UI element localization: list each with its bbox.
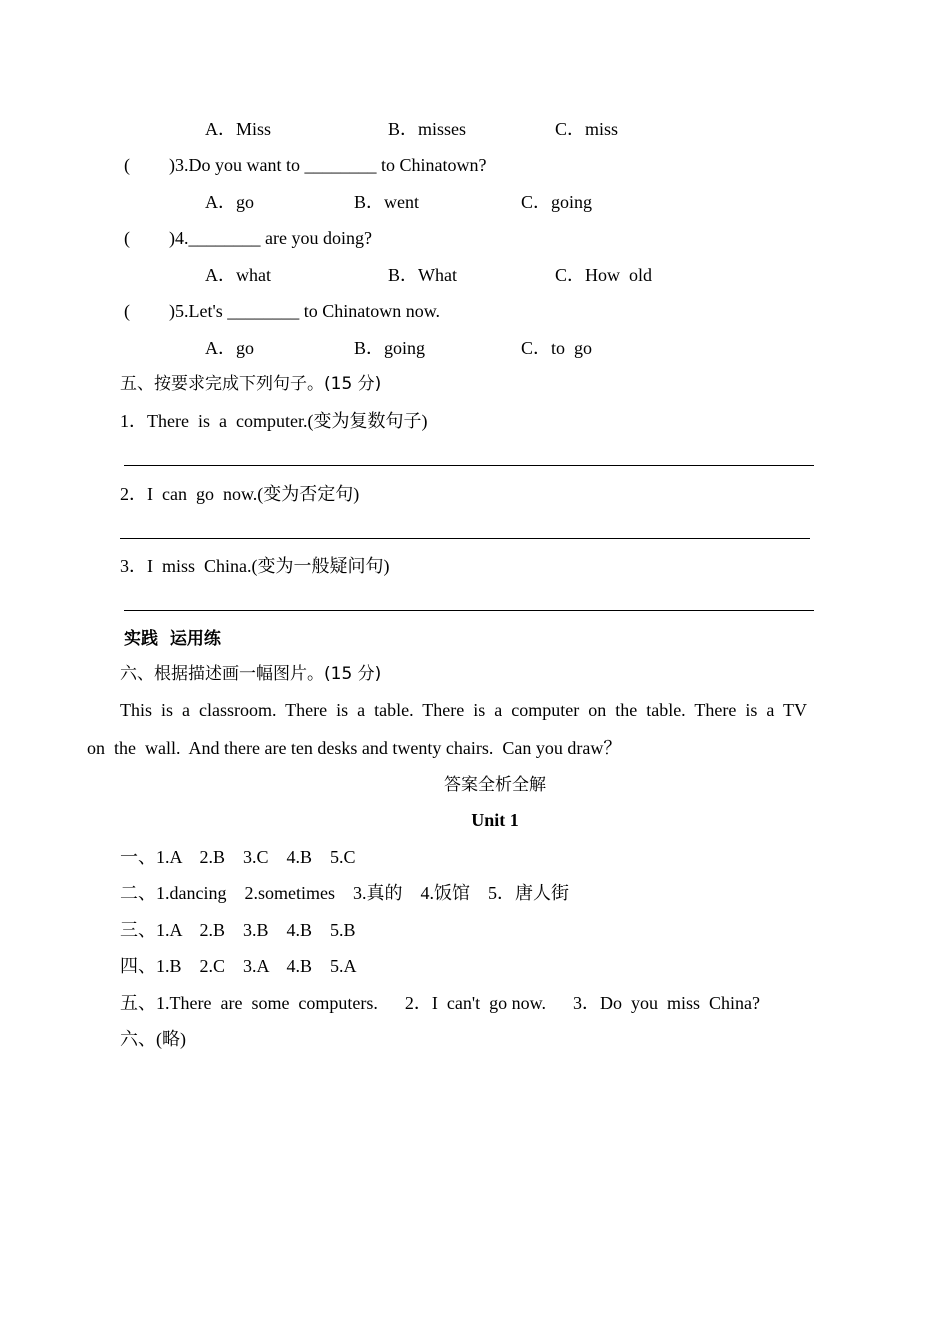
q2-option-a: A．Miss bbox=[205, 119, 272, 139]
q2-option-b: B．misses bbox=[388, 119, 467, 139]
part5-question-3: 3．I miss China.(变为一般疑问句) bbox=[120, 556, 390, 576]
answer-part-1: 一、1.A 2.B 3.C 4.B 5.C bbox=[120, 847, 356, 867]
answer-part-6: 六、(略) bbox=[120, 1029, 186, 1049]
q5-option-a: A．go bbox=[205, 338, 254, 358]
part5-heading: 五、按要求完成下列句子。(15 分) bbox=[120, 374, 382, 394]
answer-line-2 bbox=[120, 538, 810, 539]
answers-unit: Unit 1 bbox=[471, 810, 519, 830]
q4-option-c: C．How old bbox=[555, 265, 653, 285]
q4-stem: )4.________ are you doing? bbox=[169, 228, 372, 248]
practice-heading: 实践 运用练 bbox=[124, 629, 221, 649]
q5-option-b: B．going bbox=[354, 338, 426, 358]
q2-option-c: C．miss bbox=[555, 119, 619, 139]
q3-paren: ( bbox=[124, 155, 130, 175]
part5-question-1: 1．There is a computer.(变为复数句子) bbox=[120, 411, 428, 431]
answer-line-3 bbox=[124, 610, 814, 611]
answer-line-1 bbox=[124, 465, 814, 466]
answer-part-4: 四、1.B 2.C 3.A 4.B 5.A bbox=[120, 956, 357, 976]
q3-stem: )3.Do you want to ________ to Chinatown? bbox=[169, 155, 487, 175]
q5-paren: ( bbox=[124, 301, 130, 321]
q4-option-b: B．What bbox=[388, 265, 457, 285]
q3-option-a: A．go bbox=[205, 192, 254, 212]
answers-title: 答案全析全解 bbox=[444, 775, 546, 795]
q3-option-c: C．going bbox=[521, 192, 593, 212]
part6-heading: 六、根据描述画一幅图片。(15 分) bbox=[120, 664, 382, 684]
answer-part-5: 五、1.There are some computers. 2．I can't go now. 3．Do you miss China? bbox=[120, 993, 760, 1013]
description-line-2: on the wall. And there are ten desks and twenty chairs. Can you draw？ bbox=[87, 738, 622, 758]
answer-part-3: 三、1.A 2.B 3.B 4.B 5.B bbox=[120, 920, 356, 940]
q3-option-b: B．went bbox=[354, 192, 419, 212]
q5-option-c: C．to go bbox=[521, 338, 593, 358]
q4-paren: ( bbox=[124, 228, 130, 248]
answer-part-2: 二、1.dancing 2.sometimes 3.真的 4.饭馆 5．唐人街 bbox=[120, 883, 569, 903]
q4-option-a: A．what bbox=[205, 265, 271, 285]
description-line-1: This is a classroom. There is a table. There is a computer on the table. There is a TV bbox=[120, 700, 807, 720]
part5-question-2: 2．I can go now.(变为否定句) bbox=[120, 484, 360, 504]
q5-stem: )5.Let's ________ to Chinatown now. bbox=[169, 301, 441, 321]
